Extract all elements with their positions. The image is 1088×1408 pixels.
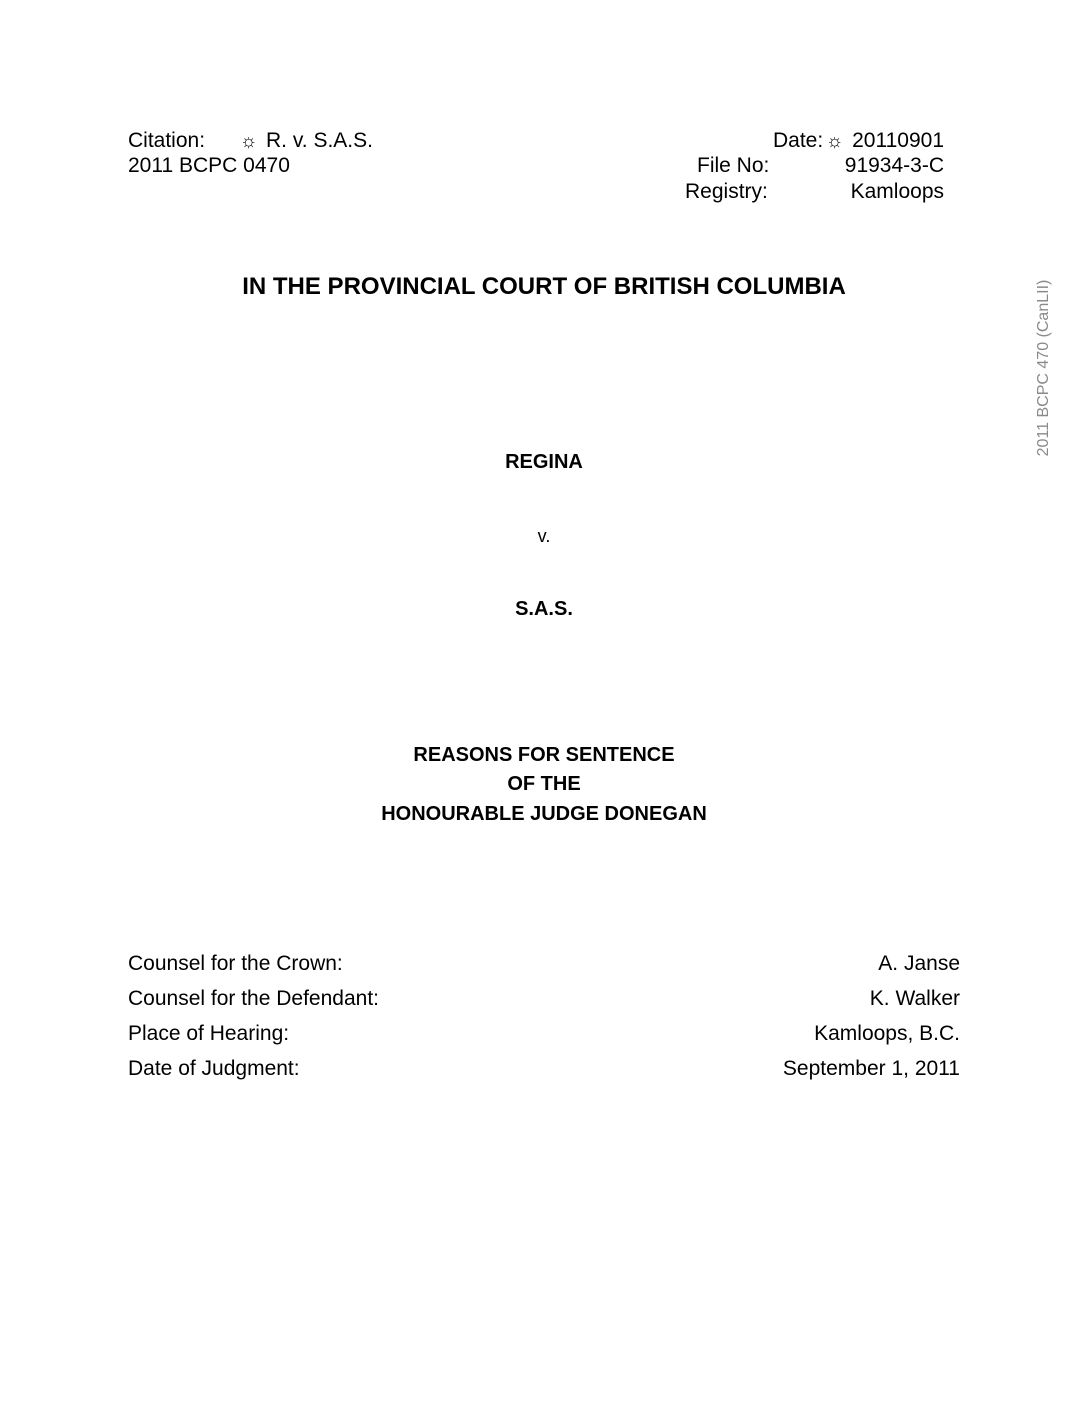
plaintiff-name: REGINA [505,451,583,473]
file-value: 91934-3-C [844,154,944,177]
reasons-heading-line3: HONOURABLE JUDGE DONEGAN [381,803,707,825]
citation-value: R. v. S.A.S. [266,129,373,152]
crown-counsel-label: Counsel for the Crown: [128,952,343,975]
date-value: 20110901 [852,129,944,152]
crown-counsel-value: A. Janse [878,952,960,975]
registry-label: Registry: [685,180,768,203]
reasons-heading-line1: REASONS FOR SENTENCE [413,744,675,766]
citation-neutral: 2011 BCPC 0470 [128,154,290,177]
date-label: Date: [773,129,824,152]
sun-icon: ☼ [240,131,258,152]
reasons-heading-line2: OF THE [507,773,581,795]
sun-icon: ☼ [826,131,844,152]
versus-label: v. [537,526,551,546]
registry-value: Kamloops [850,180,944,203]
defendant-counsel-value: K. Walker [869,987,960,1010]
judgment-date-value: September 1, 2011 [782,1057,960,1080]
hearing-place-value: Kamloops, B.C. [814,1022,960,1045]
file-label: File No: [697,154,770,177]
canlii-watermark: 2011 BCPC 470 (CanLII) [1035,279,1052,457]
judgment-date-label: Date of Judgment: [128,1057,300,1080]
court-title: IN THE PROVINCIAL COURT OF BRITISH COLUMBIA [242,273,846,300]
hearing-place-label: Place of Hearing: [128,1022,290,1045]
citation-label: Citation: [128,129,206,152]
defendant-name: S.A.S. [515,598,573,620]
defendant-counsel-label: Counsel for the Defendant: [128,987,379,1010]
